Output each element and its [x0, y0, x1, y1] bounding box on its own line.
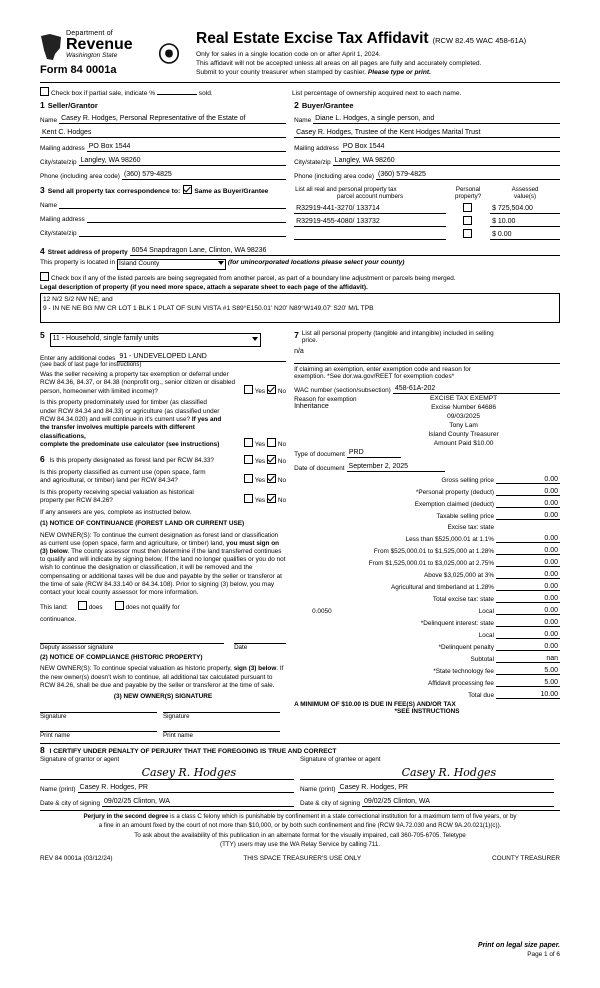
buyer-phone-value[interactable]: (360) 579-4825 — [376, 170, 560, 180]
washington-state-label: Washington State — [66, 52, 118, 59]
notice-3-title: (3) NEW OWNER(S) SIGNATURE — [113, 692, 213, 700]
notice-2-title: (2) NOTICE OF COMPLIANCE (HISTORIC PROPERTY) — [40, 653, 203, 661]
table-row — [294, 531, 560, 543]
revenue-label: Revenue — [66, 36, 133, 53]
table-row — [294, 651, 560, 663]
money-amount-3[interactable]: 0.00 — [496, 508, 560, 520]
question-historic-line-1: Is this property receiving special valuation as historical — [40, 488, 194, 496]
date-of-document-value[interactable]: September 2, 2025 — [347, 462, 445, 472]
perjury-line-1: is a class C felony which is punishable by confinement in a state correctional institution for a maximum term of five years, or by — [170, 813, 517, 821]
deputy-assessor-date-input[interactable] — [234, 634, 286, 644]
continuance-label: continuance. — [40, 615, 77, 623]
located-in-label: This property is located in — [40, 259, 116, 266]
money-label-16: *State technology fee — [433, 667, 494, 675]
section-3-parcels — [290, 185, 560, 240]
stamp-line-6: Amount Paid $10.00 — [433, 440, 494, 447]
buyer-mailing-label: Mailing address — [294, 145, 339, 152]
question-timber-line-4: the transfer involves multiple parcels with different classifications, — [40, 424, 195, 440]
assessed-value-2[interactable]: $ 0.00 — [490, 227, 560, 240]
seller-phone-label: Phone (including area code) — [40, 173, 120, 180]
legal-description-line-1: 12 N/2 S/2 NW NE; and — [43, 296, 113, 303]
grantee-date-city-value[interactable]: 09/02/25 Clinton, WA — [362, 797, 554, 807]
assessed-col-header-1: Assessed — [511, 186, 539, 193]
seller-phone-value[interactable]: (360) 579-4825 — [122, 170, 286, 180]
section-7-number: 7 — [294, 330, 299, 340]
money-amount-11[interactable]: 0.00 — [496, 603, 560, 615]
parties-block — [40, 100, 560, 180]
street-address-label: Street address of property — [47, 249, 128, 256]
money-label-5: Less than $525,000.01 at 1.1% — [405, 535, 494, 543]
grantor-date-city-label: Date & city of signing — [40, 800, 101, 808]
question-current-use-line-2: and agricultural, or timber) land per RCW 84.34? — [40, 477, 178, 485]
wac-number-value[interactable]: 458-61A-202 — [393, 384, 560, 394]
money-label-4: Excise tax: state — [447, 524, 494, 531]
print-legal-text: Print on legal size paper. — [477, 942, 560, 949]
q6c-no-label: No — [277, 497, 287, 505]
notice-2-body: NEW OWNER(S): To continue special valuation as historic property, sign (3) below. If the new owner(s) doesn't wish to continue, all additional tax calculated pursuant to RCW 84.26, shall be due and payable by the seller or transferor at the time of sale. — [40, 665, 284, 689]
stamp-line-1: EXCISE TAX EXEMPT — [429, 395, 498, 402]
table-row — [294, 615, 560, 627]
table-row — [294, 567, 560, 579]
money-amount-18[interactable]: 10.00 — [496, 687, 560, 699]
perjury-notice — [40, 810, 560, 849]
segregation-checkbox[interactable] — [40, 272, 49, 281]
assessed-value-0[interactable]: $ 725,504.00 — [490, 201, 560, 214]
table-row — [294, 227, 560, 240]
rev-number: REV 84 0001a (03/12/24) — [40, 855, 113, 863]
corr-name-value[interactable] — [59, 199, 286, 209]
section-5-number: 5 — [40, 330, 45, 340]
section-3-title: Send all property tax correspondence to: — [47, 188, 181, 195]
section-2-number: 2 — [294, 100, 299, 110]
this-land-label: This land: — [40, 604, 68, 612]
q6c-yes-checkbox[interactable] — [244, 494, 253, 503]
minimum-due-note: A MINIMUM OF $10.00 IS DUE IN FEE(S) AND/OR TAX — [294, 701, 456, 708]
buyer-name-line-1[interactable]: Diane L. Hodges, a single person, and — [313, 114, 560, 124]
personal-col-header-1: Personal — [455, 186, 481, 193]
revenue-swoosh-icon: ⦿ — [158, 42, 181, 67]
parcel-number-1[interactable]: R32919-455-4080/ 133732 — [294, 214, 446, 227]
partial-sale-label: Check box if partial sale, indicate % — [51, 90, 156, 97]
wac-number-label: WAC number (section/subsection) — [294, 387, 391, 394]
q6c-yes-label: Yes — [254, 497, 266, 505]
q6b-no-label: No — [277, 477, 287, 485]
personal-property-checkbox-0[interactable] — [463, 203, 472, 212]
table-row — [294, 579, 560, 591]
header-note-3b: Please type or print. — [367, 69, 431, 76]
section-3-number: 3 — [40, 185, 45, 195]
same-as-buyer-label: Same as Buyer/Grantee — [194, 188, 269, 195]
corr-citystatezip-label: City/state/zip — [40, 230, 77, 237]
county-treasurer-label: COUNTY TREASURER — [492, 855, 560, 863]
table-row — [294, 214, 560, 227]
section-2-buyer — [290, 100, 560, 180]
table-row — [294, 508, 560, 520]
seller-mailing-value[interactable]: PO Box 1544 — [87, 142, 286, 152]
land-does-qualify-checkbox[interactable] — [78, 601, 87, 610]
money-amount-17[interactable]: 5.00 — [496, 675, 560, 687]
buyer-mailing-value[interactable]: PO Box 1544 — [341, 142, 560, 152]
availability-line-2: (TTY) users may use the WA Relay Service by calling 711. — [220, 840, 380, 848]
table-row — [294, 591, 560, 603]
table-row — [294, 543, 560, 555]
additional-codes-label: Enter any additional codes — [40, 355, 116, 362]
q6a-yes-label: Yes — [254, 457, 266, 465]
date-of-document-label: Date of document — [294, 465, 345, 472]
q2-no-label: No — [277, 441, 287, 449]
same-as-buyer-checkbox[interactable] — [183, 185, 192, 194]
money-amount-5[interactable]: 0.00 — [496, 531, 560, 543]
q1-yes-checkbox[interactable] — [244, 385, 253, 394]
money-amount-9[interactable]: 0.00 — [496, 579, 560, 591]
grantee-signature-value: Casey R. Hodges — [401, 766, 497, 780]
agency-block — [40, 30, 190, 76]
section-8-certification — [40, 743, 560, 807]
seller-name-line-1[interactable]: Casey R. Hodges, Personal Representative of the Estate of — [59, 114, 286, 124]
ownership-note: List percentage of ownership acquired next to each name. — [292, 90, 462, 97]
money-label-18: Total due — [468, 691, 494, 699]
question-timber-line-3: RCW 84.34.020) and will continue in it's current use? — [40, 416, 191, 424]
money-label-8: Above $3,025,000 at 3% — [424, 571, 494, 579]
buyer-name-line-2[interactable]: Casey R. Hodges, Trustee of the Kent Hodges Marital Trust — [294, 128, 560, 138]
county-select-value: Island County — [118, 260, 160, 267]
money-label-10: Total excise tax: state — [432, 595, 494, 603]
question-historic-line-2: property per RCW 84.26? — [40, 497, 113, 505]
personal-property-checkbox-1[interactable] — [463, 216, 472, 225]
q2-no-checkbox[interactable] — [267, 438, 276, 447]
notice-1-body: NEW OWNER(S): To continue the current designation as forest land or classification as current use (open space, farm and agriculture, or timber) land, you must sign on (3) below. The county assessor must then determine if the land transferred continues to qualify and will indicate by signing below. If the land no longer qualifies or you do not wish to continue the designation or classification, it will be removed and the compensating or additional taxes will be due and payable by the seller or transferor at the time of sale (RCW 84.33.140 or 84.34.108). Prior to signing (3) below, you may contact your local county assessor for more information. — [40, 531, 286, 596]
land-use-code-value: 11 - Household, single family units — [52, 335, 159, 342]
grantor-signature-label: Signature of grantor or agent — [40, 756, 120, 764]
section-7-tax — [290, 328, 560, 739]
grantor-signature-field[interactable] — [40, 763, 294, 780]
money-label-7: From $1,525,000.01 to $3,025,000 at 2.75% — [368, 559, 494, 567]
section-1-number: 1 — [40, 100, 45, 110]
reason-for-exemption-value[interactable]: Inheritance — [294, 403, 329, 410]
money-label-0: Gross selling price — [441, 476, 494, 484]
grantee-name-print-label: Name (print) — [300, 786, 336, 794]
money-amount-10[interactable]: 0.00 — [496, 591, 560, 603]
corr-name-label: Name — [40, 202, 58, 209]
perjury-bold: Perjury in the second degree — [83, 813, 169, 821]
perjury-line-2: a fine in an amount fixed by the court of not more than $10,000, or by both such confinement and fine (RCW 9A.72.030 and RCW 9A.20.021(1)(c)). — [98, 821, 502, 829]
question-current-use-line-1: Is this property classified as current use (open space, farm — [40, 469, 206, 477]
table-row — [294, 472, 560, 484]
q2-yes-label: Yes — [254, 441, 266, 449]
street-address-value[interactable]: 6054 Snapdragon Lane, Clinton, WA 98236 — [130, 246, 560, 256]
corr-citystatezip-value[interactable] — [79, 227, 286, 237]
parcel-number-2[interactable] — [294, 227, 446, 240]
department-label: Department of — [66, 30, 113, 37]
section-3-correspondence — [40, 185, 290, 240]
title-citation: (RCW 82.45 WAC 458-61A) — [432, 36, 527, 45]
new-owner-signature-label-1: Signature — [40, 713, 67, 721]
new-owner-print-label-1: Print name — [40, 732, 70, 740]
money-label-14: *Delinquent penalty — [438, 643, 494, 651]
money-label-17: Affidavit processing fee — [428, 679, 494, 687]
additional-codes-note: (see back of last page for instructions) — [40, 362, 142, 368]
money-label-11: 0.0050 Local — [294, 603, 496, 615]
seller-name-label: Name — [40, 117, 58, 124]
new-owner-print-label-2: Print name — [163, 732, 193, 740]
section-6-number: 6 — [40, 453, 45, 464]
money-amount-14[interactable]: 0.00 — [496, 639, 560, 651]
availability-line-1: To ask about the availability of this publication in an alternate format for the visually impaired, call 360-705-6705. Teletype — [134, 832, 466, 840]
money-label-9: Agricultural and timberland at 1.28% — [390, 583, 494, 591]
section-1-seller — [40, 100, 290, 180]
section-8-number: 8 — [40, 745, 45, 756]
money-label-6: From $525,000.01 to $1,525,000 at 1.28% — [373, 547, 494, 555]
form-header — [40, 30, 560, 79]
table-row — [294, 484, 560, 496]
q6b-yes-label: Yes — [254, 477, 266, 485]
q6c-no-checkbox[interactable] — [267, 494, 276, 503]
land-use-code-select[interactable] — [50, 333, 261, 347]
land-does-label: does — [88, 604, 103, 612]
print-legal-note — [478, 942, 560, 958]
header-notes — [196, 50, 560, 77]
table-row — [294, 687, 560, 699]
money-label-1: *Personal property (deduct) — [415, 488, 494, 496]
q6a-no-checkbox[interactable] — [267, 455, 276, 464]
question-timber-line-2: under RCW 84.34 and 84.33) or agriculture (as classified under — [40, 407, 220, 415]
money-label-12: *Delinquent interest: state — [420, 619, 494, 627]
segregation-label: Check box if any of the listed parcels are being segregated from another parcel, as part of a boundary line adjustment or parcels being merged. — [51, 275, 456, 282]
treasurer-space-label: THIS SPACE TREASURER'S USE ONLY — [243, 855, 362, 863]
chevron-down-icon — [218, 261, 224, 265]
seller-citystatezip-label: City/state/zip — [40, 159, 77, 166]
table-row — [294, 555, 560, 567]
unincorporated-note: (for unincorporated locations please select your county) — [227, 259, 405, 266]
partial-sale-checkbox[interactable] — [40, 87, 49, 96]
question-forest-land-text: Is this property designated as forest land per RCW 84.33? — [49, 456, 214, 464]
parcel-table — [294, 185, 560, 240]
q1-no-checkbox[interactable] — [267, 385, 276, 394]
question-timber-line-5: complete the predominate use calculator (see instructions) — [40, 441, 220, 449]
chevron-down-icon — [252, 337, 258, 341]
form-number: Form 84 0001a — [40, 64, 117, 76]
personal-property-value[interactable]: n/a — [294, 348, 304, 355]
section-3-block — [40, 185, 560, 240]
grantor-date-city-value[interactable]: 09/02/25 Clinton, WA — [102, 797, 294, 807]
q2-yes-checkbox[interactable] — [244, 438, 253, 447]
table-row — [294, 520, 560, 532]
section-7-title-line-2: price. — [301, 337, 318, 344]
buyer-citystatezip-label: City/state/zip — [294, 159, 331, 166]
buyer-phone-label: Phone (including area code) — [294, 173, 375, 180]
partial-sale-sold-label: sold. — [198, 90, 213, 97]
money-amount-15[interactable]: nan — [496, 651, 560, 663]
section-8-title: I CERTIFY UNDER PENALTY OF PERJURY THAT THE FOREGOING IS TRUE AND CORRECT — [49, 748, 337, 756]
section-5-use-code — [40, 328, 290, 739]
money-amount-7[interactable]: 0.00 — [496, 555, 560, 567]
money-amount-1[interactable]: 0.00 — [496, 484, 560, 496]
deputy-assessor-label: Deputy assessor signature — [40, 643, 114, 651]
corr-mailing-value[interactable] — [87, 213, 286, 223]
assessed-value-1[interactable]: $ 10.00 — [490, 214, 560, 227]
money-amount-13[interactable]: 0.00 — [496, 627, 560, 639]
legal-description-line-2: 9 - IN NE NE BG NW CR LOT 1 BLK 1 PLAT OF SUN VISTA #1 S89°E150.01' N20' N89°W149.07' S20' M/L TPB — [43, 305, 374, 312]
additional-codes-value[interactable]: 91 - UNDEVELOPED LAND — [117, 352, 286, 362]
section-4-number: 4 — [40, 246, 45, 256]
q1-yes-label: Yes — [254, 387, 266, 395]
seller-name-line-2[interactable]: Kent C. Hodges — [40, 128, 286, 138]
partial-sale-row — [40, 87, 560, 97]
table-row — [294, 603, 560, 615]
grantee-name-print-value[interactable]: Casey R. Hodges, PR — [338, 783, 554, 793]
exemption-note-line-1: If claiming an exemption, enter exemption code and reason for — [294, 366, 471, 373]
money-label-2: Exemption claimed (deduct) — [414, 500, 494, 508]
deputy-date-label: Date — [234, 643, 248, 651]
q6a-yes-checkbox[interactable] — [244, 455, 253, 464]
type-of-document-value[interactable]: PRD — [347, 448, 401, 458]
corr-mailing-label: Mailing address — [40, 216, 85, 223]
grantee-date-city-label: Date & city of signing — [300, 800, 361, 808]
section-1-title: Seller/Grantor — [47, 101, 98, 110]
land-does-not-label: does not qualify for — [125, 604, 180, 612]
stamp-line-4: Tony Lam — [449, 422, 478, 429]
title-block — [190, 30, 560, 77]
if-any-yes-note: If any answers are yes, complete as instructed below. — [40, 508, 192, 516]
section-7-title-line-1: List all personal property (tangible and intangible) included in selling — [301, 330, 494, 337]
see-instructions-note: *SEE INSTRUCTIONS — [394, 708, 460, 715]
parcel-number-0[interactable]: R32919-441-3270/ 133714 — [294, 201, 446, 214]
table-row — [294, 675, 560, 687]
new-owner-signature-label-2: Signature — [163, 713, 190, 721]
question-timber-bold: If yes and — [191, 416, 222, 424]
grantee-signature-field[interactable] — [300, 763, 554, 780]
excise-tax-exempt-stamp — [366, 394, 561, 448]
tax-calculation-table — [294, 472, 560, 699]
money-amount-12[interactable]: 0.00 — [496, 615, 560, 627]
footer-row — [40, 855, 560, 862]
grantor-name-print-label: Name (print) — [40, 786, 76, 794]
money-label-13: Local — [478, 631, 494, 639]
q1-no-label: No — [277, 387, 287, 395]
legal-description-label: Legal description of property (if you need more space, attach a separate sheet to each page of the affidavit). — [40, 284, 368, 291]
parcel-col-header-1: List all real and personal property tax — [295, 186, 397, 193]
personal-col-header-2: property? — [455, 193, 482, 200]
buyer-citystatezip-value[interactable]: Langley, WA 98260 — [333, 156, 560, 166]
money-label-3: Taxable selling price — [436, 512, 494, 520]
money-amount-6[interactable]: 0.00 — [496, 543, 560, 555]
question-tax-exemption-text: Was the seller receiving a property tax exemption or deferral under RCW 84.36, 84.37, or 84.38 (nonprofit org., senior citizen or disabled person, homeowner with limited income)? — [40, 371, 236, 395]
q6b-no-checkbox[interactable] — [267, 474, 276, 483]
parcel-col-header-2: parcel account numbers — [337, 193, 404, 200]
page-title: Real Estate Excise Tax Affidavit — [196, 30, 429, 47]
grantor-signature-value: Casey R. Hodges — [141, 766, 237, 780]
partial-sale-percent-input[interactable] — [157, 94, 197, 95]
land-does-not-qualify-checkbox[interactable] — [115, 601, 124, 610]
washington-state-outline-icon — [40, 32, 62, 62]
county-select[interactable] — [117, 259, 226, 270]
legal-description-box[interactable] — [40, 293, 560, 323]
stamp-line-3: 09/03/2025 — [447, 413, 481, 420]
table-row — [294, 627, 560, 639]
deputy-assessor-signature-input[interactable] — [40, 634, 224, 644]
reason-for-exemption-label: Reason for exemption — [294, 396, 357, 403]
header-note-3a: Submit to your county treasurer when stamped by cashier. — [196, 69, 367, 76]
table-row — [294, 639, 560, 651]
seller-citystatezip-value[interactable]: Langley, WA 98260 — [79, 156, 286, 166]
question-timber-line-1: Is this property predominately used for timber (as classified — [40, 399, 207, 407]
grantor-name-print-value[interactable]: Casey R. Hodges, PR — [78, 783, 294, 793]
header-note-1: Only for sales in a single location code on or after April 1, 2024. — [196, 51, 381, 58]
money-amount-2[interactable]: 0.00 — [496, 496, 560, 508]
q6a-no-label: No — [277, 457, 287, 465]
stamp-line-5: Island County Treasurer — [428, 431, 499, 438]
personal-property-checkbox-2[interactable] — [463, 229, 472, 238]
table-row — [294, 496, 560, 508]
exemption-note-line-2: exemption. *See dor.wa.gov/REET for exemption codes* — [294, 373, 455, 380]
money-amount-0[interactable]: 0.00 — [496, 472, 560, 484]
affidavit-body — [40, 30, 560, 862]
use-and-tax-block — [40, 328, 560, 739]
header-note-2: This affidavit will not be accepted unless all areas on all pages are fully and accurately completed. — [196, 60, 482, 67]
money-label-15: Subtotal — [470, 655, 494, 663]
money-amount-4 — [496, 520, 560, 532]
table-row — [294, 663, 560, 675]
notice-1-title: (1) NOTICE OF CONTINUANCE (FOREST LAND OR CURRENT USE) — [40, 520, 245, 528]
money-amount-16[interactable]: 5.00 — [496, 663, 560, 675]
page-number: Page 1 of 6 — [527, 951, 560, 958]
local-rate-value: 0.0050 — [312, 607, 332, 615]
money-amount-8[interactable]: 0.00 — [496, 567, 560, 579]
grantee-signature-label: Signature of grantee or agent — [300, 756, 381, 764]
q6b-yes-checkbox[interactable] — [244, 474, 253, 483]
assessed-col-header-2: value(s) — [514, 193, 537, 200]
table-row — [294, 201, 560, 214]
seller-mailing-label: Mailing address — [40, 145, 85, 152]
section-2-title: Buyer/Grantee — [301, 101, 354, 110]
buyer-name-label: Name — [294, 117, 312, 124]
section-4-property — [40, 245, 560, 323]
stamp-line-2: Excise Number 64686 — [431, 404, 497, 411]
type-of-document-label: Type of document — [294, 451, 345, 458]
